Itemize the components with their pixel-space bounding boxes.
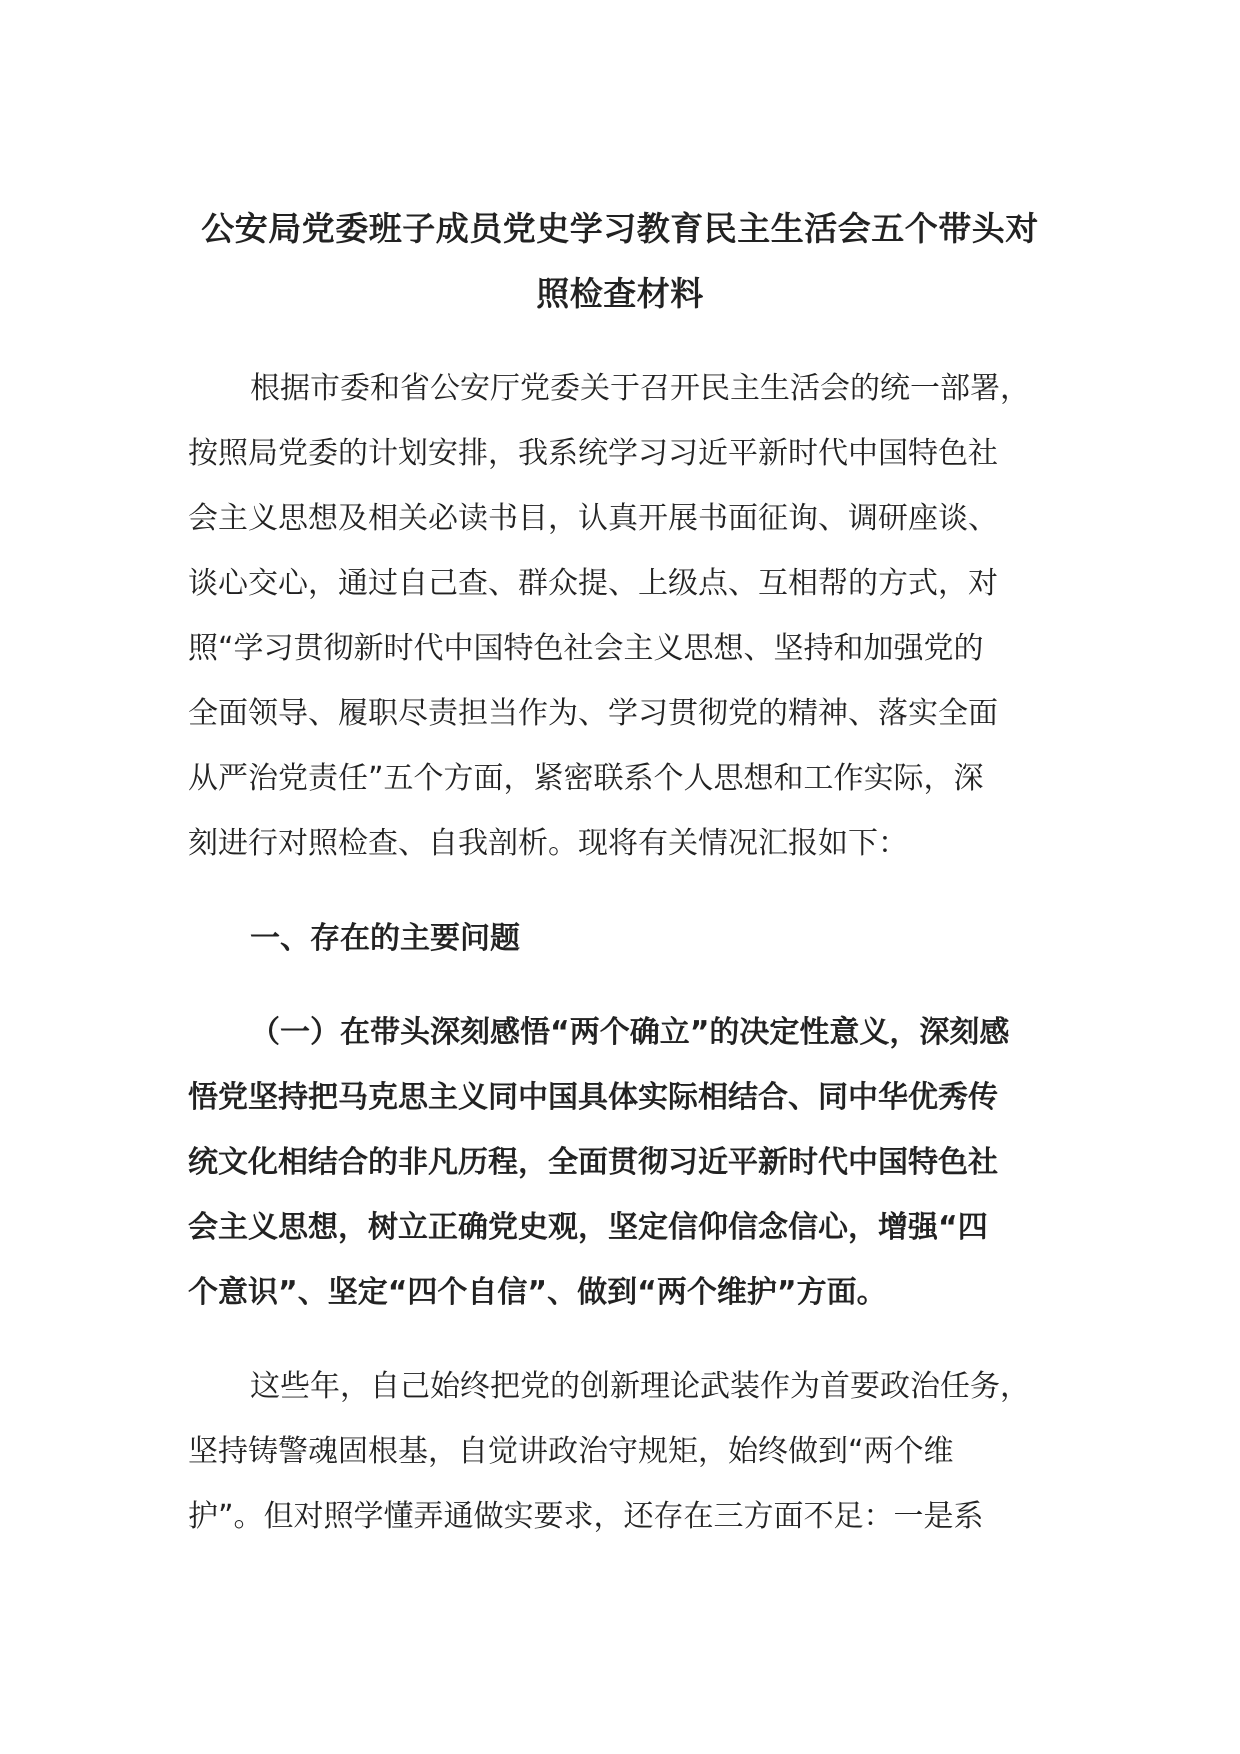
paragraph-line: 会主义思想及相关必读书目，认真开展书面征询、调研座谈、 bbox=[188, 501, 998, 536]
paragraph-line: 这些年，自己始终把党的创新理论武装作为首要政治任务， bbox=[250, 1369, 1030, 1404]
paragraph-line: 全面领导、履职尽责担当作为、学习贯彻党的精神、落实全面 bbox=[188, 696, 998, 731]
subsection-line: 统文化相结合的非凡历程，全面贯彻习近平新时代中国特色社 bbox=[188, 1145, 998, 1180]
subsection-line: 个意识”、坚定“四个自信”、做到“两个维护”方面。 bbox=[188, 1275, 887, 1310]
subsection-line: （一）在带头深刻感悟“两个确立”的决定性意义，深刻感 bbox=[250, 1015, 1010, 1050]
subsection-line: 悟党坚持把马克思主义同中国具体实际相结合、同中华优秀传 bbox=[188, 1080, 998, 1115]
paragraph-line: 从严治党责任”五个方面，紧密联系个人思想和工作实际，深 bbox=[188, 761, 984, 796]
paragraph-line: 坚持铸警魂固根基，自觉讲政治守规矩，始终做到“两个维 bbox=[188, 1434, 954, 1469]
heading-line: 一、存在的主要问题 bbox=[250, 921, 520, 956]
paragraph-line: 刻进行对照检查、自我剖析。现将有关情况汇报如下： bbox=[188, 826, 908, 861]
title-line: 照检查材料 bbox=[536, 274, 704, 313]
section-heading bbox=[188, 906, 1068, 971]
document-title bbox=[188, 196, 1052, 326]
subsection-heading bbox=[188, 1000, 1068, 1325]
paragraph-line: 根据市委和省公安厅党委关于召开民主生活会的统一部署， bbox=[250, 371, 1030, 406]
body-paragraph bbox=[188, 1354, 1068, 1549]
title-line: 公安局党委班子成员党史学习教育民主生活会五个带头对 bbox=[201, 209, 1039, 248]
paragraph-line: 护”。但对照学懂弄通做实要求，还存在三方面不足：一是系 bbox=[188, 1499, 984, 1534]
intro-paragraph bbox=[188, 356, 1068, 876]
paragraph-line: 谈心交心，通过自己查、群众提、上级点、互相帮的方式，对 bbox=[188, 566, 998, 601]
paragraph-line: 照“学习贯彻新时代中国特色社会主义思想、坚持和加强党的 bbox=[188, 631, 984, 666]
paragraph-line: 按照局党委的计划安排，我系统学习习近平新时代中国特色社 bbox=[188, 436, 998, 471]
subsection-line: 会主义思想，树立正确党史观，坚定信仰信念信心，增强“四 bbox=[188, 1210, 988, 1245]
